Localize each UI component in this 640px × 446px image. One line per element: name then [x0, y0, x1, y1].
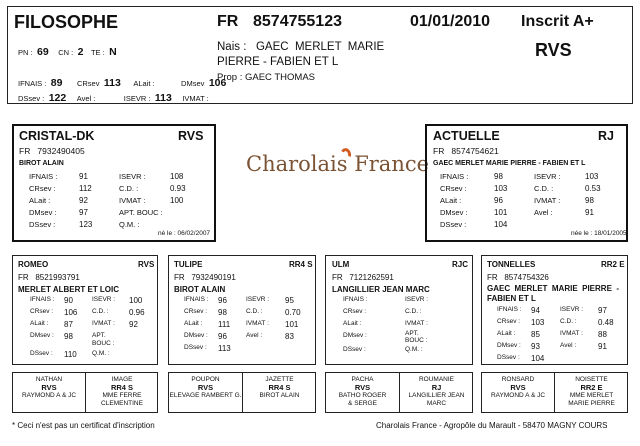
- grandparent-breeder-line2: FABIEN ET L: [487, 294, 536, 303]
- inscrit-status: Inscrit A+: [521, 13, 594, 30]
- grandparent-name: ULM: [332, 260, 350, 269]
- fr-label: FR: [217, 13, 239, 30]
- header-date: 01/01/2010: [410, 13, 491, 30]
- header-indexes-row2: DSsev : 122 Avel : ISEVR : 113 IVMAT :: [18, 92, 209, 104]
- great-grandparent-cell: IMAGE RR4 S MME FERRE CLEMENTINE: [101, 376, 143, 407]
- grandparent-breeder: BIROT ALAIN: [174, 285, 226, 294]
- sire-birthdate: né le : 06/02/2007: [158, 230, 211, 237]
- great-grandparent-cell: NATHAN RVS RAYMOND A & JC: [21, 376, 77, 399]
- sire-fr: FR 7932490405: [19, 146, 85, 156]
- grandparent-name: TONNELLES: [487, 260, 536, 269]
- dam-breeder: GAEC MERLET MARIE PIERRE - FABIEN ET L: [433, 160, 586, 167]
- nais-line1: Nais : GAEC MERLET MARIE: [217, 41, 385, 53]
- grandparent-fr: FR 8521993791: [18, 273, 80, 282]
- grandparent-code: RVS: [138, 260, 155, 269]
- header-indexes-row1: IFNAIS : 89 CRsev 113 ALait : DMsev 106: [18, 77, 227, 89]
- grandparent-fr: FR 8574754326: [487, 273, 549, 282]
- grandparent-fr: FR 7121262591: [332, 273, 394, 282]
- breed-code: RVS: [535, 40, 572, 60]
- grandparent-code: RJC: [452, 260, 469, 269]
- animal-name: FILOSOPHE: [14, 12, 119, 32]
- dam-birthdate: née le : 18/01/2005: [571, 230, 627, 237]
- sire-name: CRISTAL-DK: [19, 129, 95, 143]
- grandparent-fr: FR 7932490191: [174, 273, 236, 282]
- great-grandparent-cell: ROUMANIE RJ LANGILLIER JEAN MARC: [408, 376, 465, 407]
- sire-breeder: BIROT ALAIN: [19, 160, 64, 167]
- grandparent-code: RR2 E: [601, 260, 625, 269]
- great-grandparent-cell: PACHA RVS BATHO ROGER & SERGE: [338, 376, 387, 407]
- grandparent-breeder: MERLET ALBERT ET LOIC: [18, 285, 120, 294]
- great-grandparent-cell: RONSARD RVS RAYMOND A & JC: [490, 376, 546, 399]
- charolais-france-logo: Charolais France: [246, 152, 429, 176]
- great-grandparent-cell: JAZETTE RR4 S BIROT ALAIN: [259, 376, 300, 399]
- grandparent-code: RR4 S: [289, 260, 313, 269]
- grandparent-breeder: GAEC MERLET MARIE PIERRE -: [487, 284, 620, 293]
- footer-address: Charolais France - Agropôle du Marault - 58470 MAGNY COURS: [376, 421, 608, 430]
- grandparent-name: ROMEO: [18, 260, 49, 269]
- footer-note: * Ceci n'est pas un certificat d'inscription: [12, 421, 155, 430]
- fr-number: 8574755123: [253, 13, 342, 30]
- dam-code: RJ: [598, 129, 614, 143]
- dam-name: ACTUELLE: [433, 129, 500, 143]
- great-grandparent-cell: NOISETTE RR2 E MME MERLET MARIE PIERRE: [568, 376, 615, 407]
- pn-cn-te: PN : 69 CN : 2 TE : N: [18, 46, 117, 58]
- nais-line2: PIERRE - FABIEN ET L: [217, 56, 339, 68]
- sire-code: RVS: [178, 129, 204, 143]
- great-grandparent-cell: POUPON RVS ELEVAGE RAMBERT G.: [169, 376, 242, 399]
- owner: Prop : GAEC THOMAS: [217, 72, 316, 83]
- dam-fr: FR 8574754621: [433, 146, 499, 156]
- grandparent-breeder: LANGILLIER JEAN MARC: [332, 285, 430, 294]
- grandparent-name: TULIPE: [174, 260, 203, 269]
